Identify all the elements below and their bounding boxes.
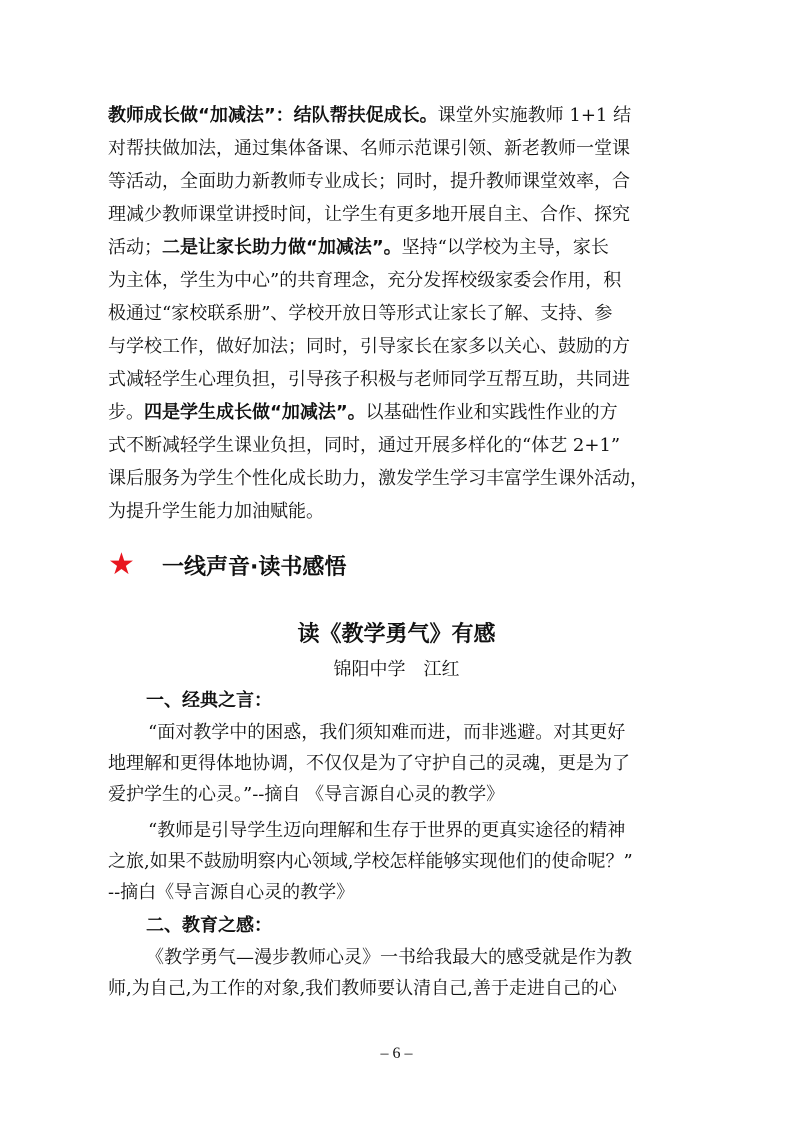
para1-line-8: 与学校工作，做好加法；同时，引导家长在家多以关心、鼓励的方 — [108, 336, 630, 357]
quote2-line-3: --摘白《导言源自心灵的教学》 — [108, 882, 355, 903]
quote1-line-3: 爱护学生的心灵。”--摘自 《导言源自心灵的教学》 — [108, 784, 505, 805]
para1-line-3: 等活动，全面助力新教师专业成长；同时，提升教师课堂效率，合 — [108, 171, 630, 192]
article-para-line-2: 师,为自己,为工作的对象,我们教师要认清自己,善于走进自己的心 — [108, 978, 617, 999]
para1-line-12: 课后服务为学生个性化成长助力，激发学生学习丰富学生课外活动， — [108, 468, 648, 489]
heading-education-thoughts: 二、教育之感： — [146, 915, 272, 936]
article-title: 读《教学勇气》有感 — [297, 622, 496, 647]
quote1-line-2: 地理解和更得体地协调，不仅仅是为了守护自己的灵魂，更是为了 — [108, 753, 630, 774]
section-heading — [108, 549, 346, 581]
quote2-line-2: 之旅,如果不鼓励明察内心领域,学校怎样能够实现他们的使命呢？” — [108, 851, 633, 872]
heading-classic-quotes: 一、经典之言： — [146, 690, 272, 711]
article-author: 锦阳中学 江红 — [333, 659, 460, 680]
para1-line-10: 步。四是学生成长做“加减法”。以基础性作业和实践性作业的方 — [108, 402, 618, 423]
para1-line-13: 为提升学生能力加油赋能。 — [108, 501, 324, 522]
para1-line-1: 教师成长做“加减法”：结队帮扶促成长。课堂外实施教师 1+1 结 — [108, 105, 632, 126]
para1-line-4: 理减少教师课堂讲授时间，让学生有更多地开展自主、合作、探究 — [108, 204, 630, 225]
para1-line-11: 式不断减轻学生课业负担，同时，通过开展多样化的“体艺 2+1” — [108, 435, 621, 456]
star-icon: ★ — [108, 547, 135, 582]
page-number: – 6 – — [380, 1045, 413, 1062]
para1-line-5: 活动；二是让家长助力做“加减法”。坚持“以学校为主导，家长 — [108, 237, 609, 258]
para1-line-6: 为主体，学生为中心”的共育理念，充分发挥校级家委会作用，积 — [108, 270, 622, 291]
para1-line-9: 式减轻学生心理负担，引导孩子积极与老师同学互帮互助，共同进 — [108, 369, 630, 390]
quote1-line-1: “面对教学中的困惑，我们须知难而进，而非逃避。对其更好 — [148, 722, 626, 743]
para1-line-2: 对帮扶做加法，通过集体备课、名师示范课引领、新老教师一堂课 — [108, 138, 630, 159]
para1-line-7: 极通过“家校联系册”、学校开放日等形式让家长了解、支持、参 — [108, 303, 613, 324]
quote2-line-1: “教师是引导学生迈向理解和生存于世界的更真实途径的精神 — [148, 820, 626, 841]
article-para-line-1: 《教学勇气—漫步教师心灵》一书给我最大的感受就是作为教 — [146, 947, 632, 968]
section-title: 一线声音·读书感悟 — [162, 554, 347, 580]
